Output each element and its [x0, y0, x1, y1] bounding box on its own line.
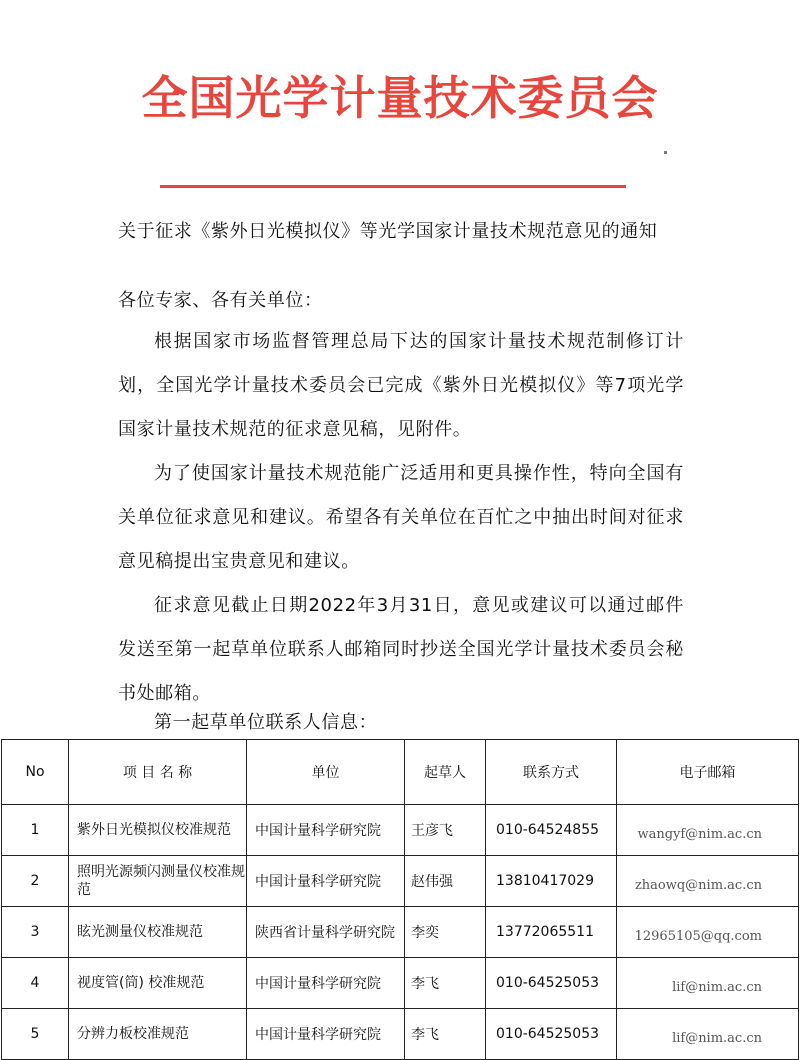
contacts-label: 第一起草单位联系人信息： — [154, 712, 378, 733]
cell-no: 5 — [2, 1009, 69, 1060]
table-header-row — [2, 740, 799, 805]
cell-unit: 中国计量科学研究院 — [247, 856, 405, 907]
cell-drafter: 李飞 — [405, 958, 486, 1009]
header-no: No — [2, 740, 69, 805]
header-email: 电子邮箱 — [617, 740, 799, 805]
cell-drafter: 李奕 — [405, 907, 486, 958]
scan-speck — [664, 151, 667, 154]
notice-paragraph-3: 征求意见截止日期2022年3月31日，意见或建议可以通过邮件发送至第一起草单位联系人邮箱同时抄送全国光学计量技术委员会秘书处邮箱。 — [118, 595, 684, 704]
cell-unit: 陕西省计量科学研究院 — [247, 907, 405, 958]
cell-project-name: 眩光测量仪校准规范 — [69, 907, 247, 958]
table-row — [2, 958, 799, 1009]
notice-greeting: 各位专家、各有关单位： — [118, 290, 323, 311]
cell-project-name: 紫外日光模拟仪校准规范 — [69, 805, 247, 856]
table-row — [2, 805, 799, 856]
header-contact: 联系方式 — [486, 740, 617, 805]
notice-title: 关于征求《紫外日光模拟仪》等光学国家计量技术规范意见的通知 — [118, 221, 658, 242]
header-unit: 单位 — [247, 740, 405, 805]
cell-unit: 中国计量科学研究院 — [247, 805, 405, 856]
cell-phone: 13810417029 — [486, 856, 617, 907]
committee-letterhead-title: 全国光学计量技术委员会 — [141, 71, 659, 125]
cell-drafter: 赵伟强 — [405, 856, 486, 907]
cell-phone: 010-64525053 — [486, 1009, 617, 1060]
cell-email[interactable]: 12965105@qq.com — [617, 907, 799, 958]
cell-no: 1 — [2, 805, 69, 856]
cell-phone: 010-64525053 — [486, 958, 617, 1009]
table-row — [2, 1009, 799, 1060]
cell-email[interactable]: wangyf@nim.ac.cn — [617, 805, 799, 856]
cell-unit: 中国计量科学研究院 — [247, 958, 405, 1009]
table-row — [2, 856, 799, 907]
header-project-name: 项 目 名 称 — [69, 740, 247, 805]
cell-project-name: 照明光源频闪测量仪校准规范 — [69, 856, 247, 907]
letterhead-divider — [160, 185, 626, 188]
contacts-table — [1, 739, 799, 1060]
cell-drafter: 李飞 — [405, 1009, 486, 1060]
notice-paragraph-1: 根据国家市场监督管理总局下达的国家计量技术规范制修订计划，全国光学计量技术委员会已完成《紫外日光模拟仪》等7项光学国家计量技术规范的征求意见稿，见附件。 — [118, 331, 684, 440]
cell-drafter: 王彦飞 — [405, 805, 486, 856]
cell-project-name: 视度管(筒) 校准规范 — [69, 958, 247, 1009]
cell-no: 2 — [2, 856, 69, 907]
cell-no: 4 — [2, 958, 69, 1009]
table-row — [2, 907, 799, 958]
cell-email[interactable]: zhaowq@nim.ac.cn — [617, 856, 799, 907]
cell-project-name: 分辨力板校准规范 — [69, 1009, 247, 1060]
header-drafter: 起草人 — [405, 740, 486, 805]
cell-email[interactable]: lif@nim.ac.cn — [617, 1009, 799, 1060]
cell-unit: 中国计量科学研究院 — [247, 1009, 405, 1060]
cell-email[interactable]: lif@nim.ac.cn — [617, 958, 799, 1009]
cell-phone: 010-64524855 — [486, 805, 617, 856]
cell-no: 3 — [2, 907, 69, 958]
cell-phone: 13772065511 — [486, 907, 617, 958]
notice-paragraph-2: 为了使国家计量技术规范能广泛适用和更具操作性，特向全国有关单位征求意见和建议。希望各有关单位在百忙之中抽出时间对征求意见稿提出宝贵意见和建议。 — [118, 463, 684, 572]
